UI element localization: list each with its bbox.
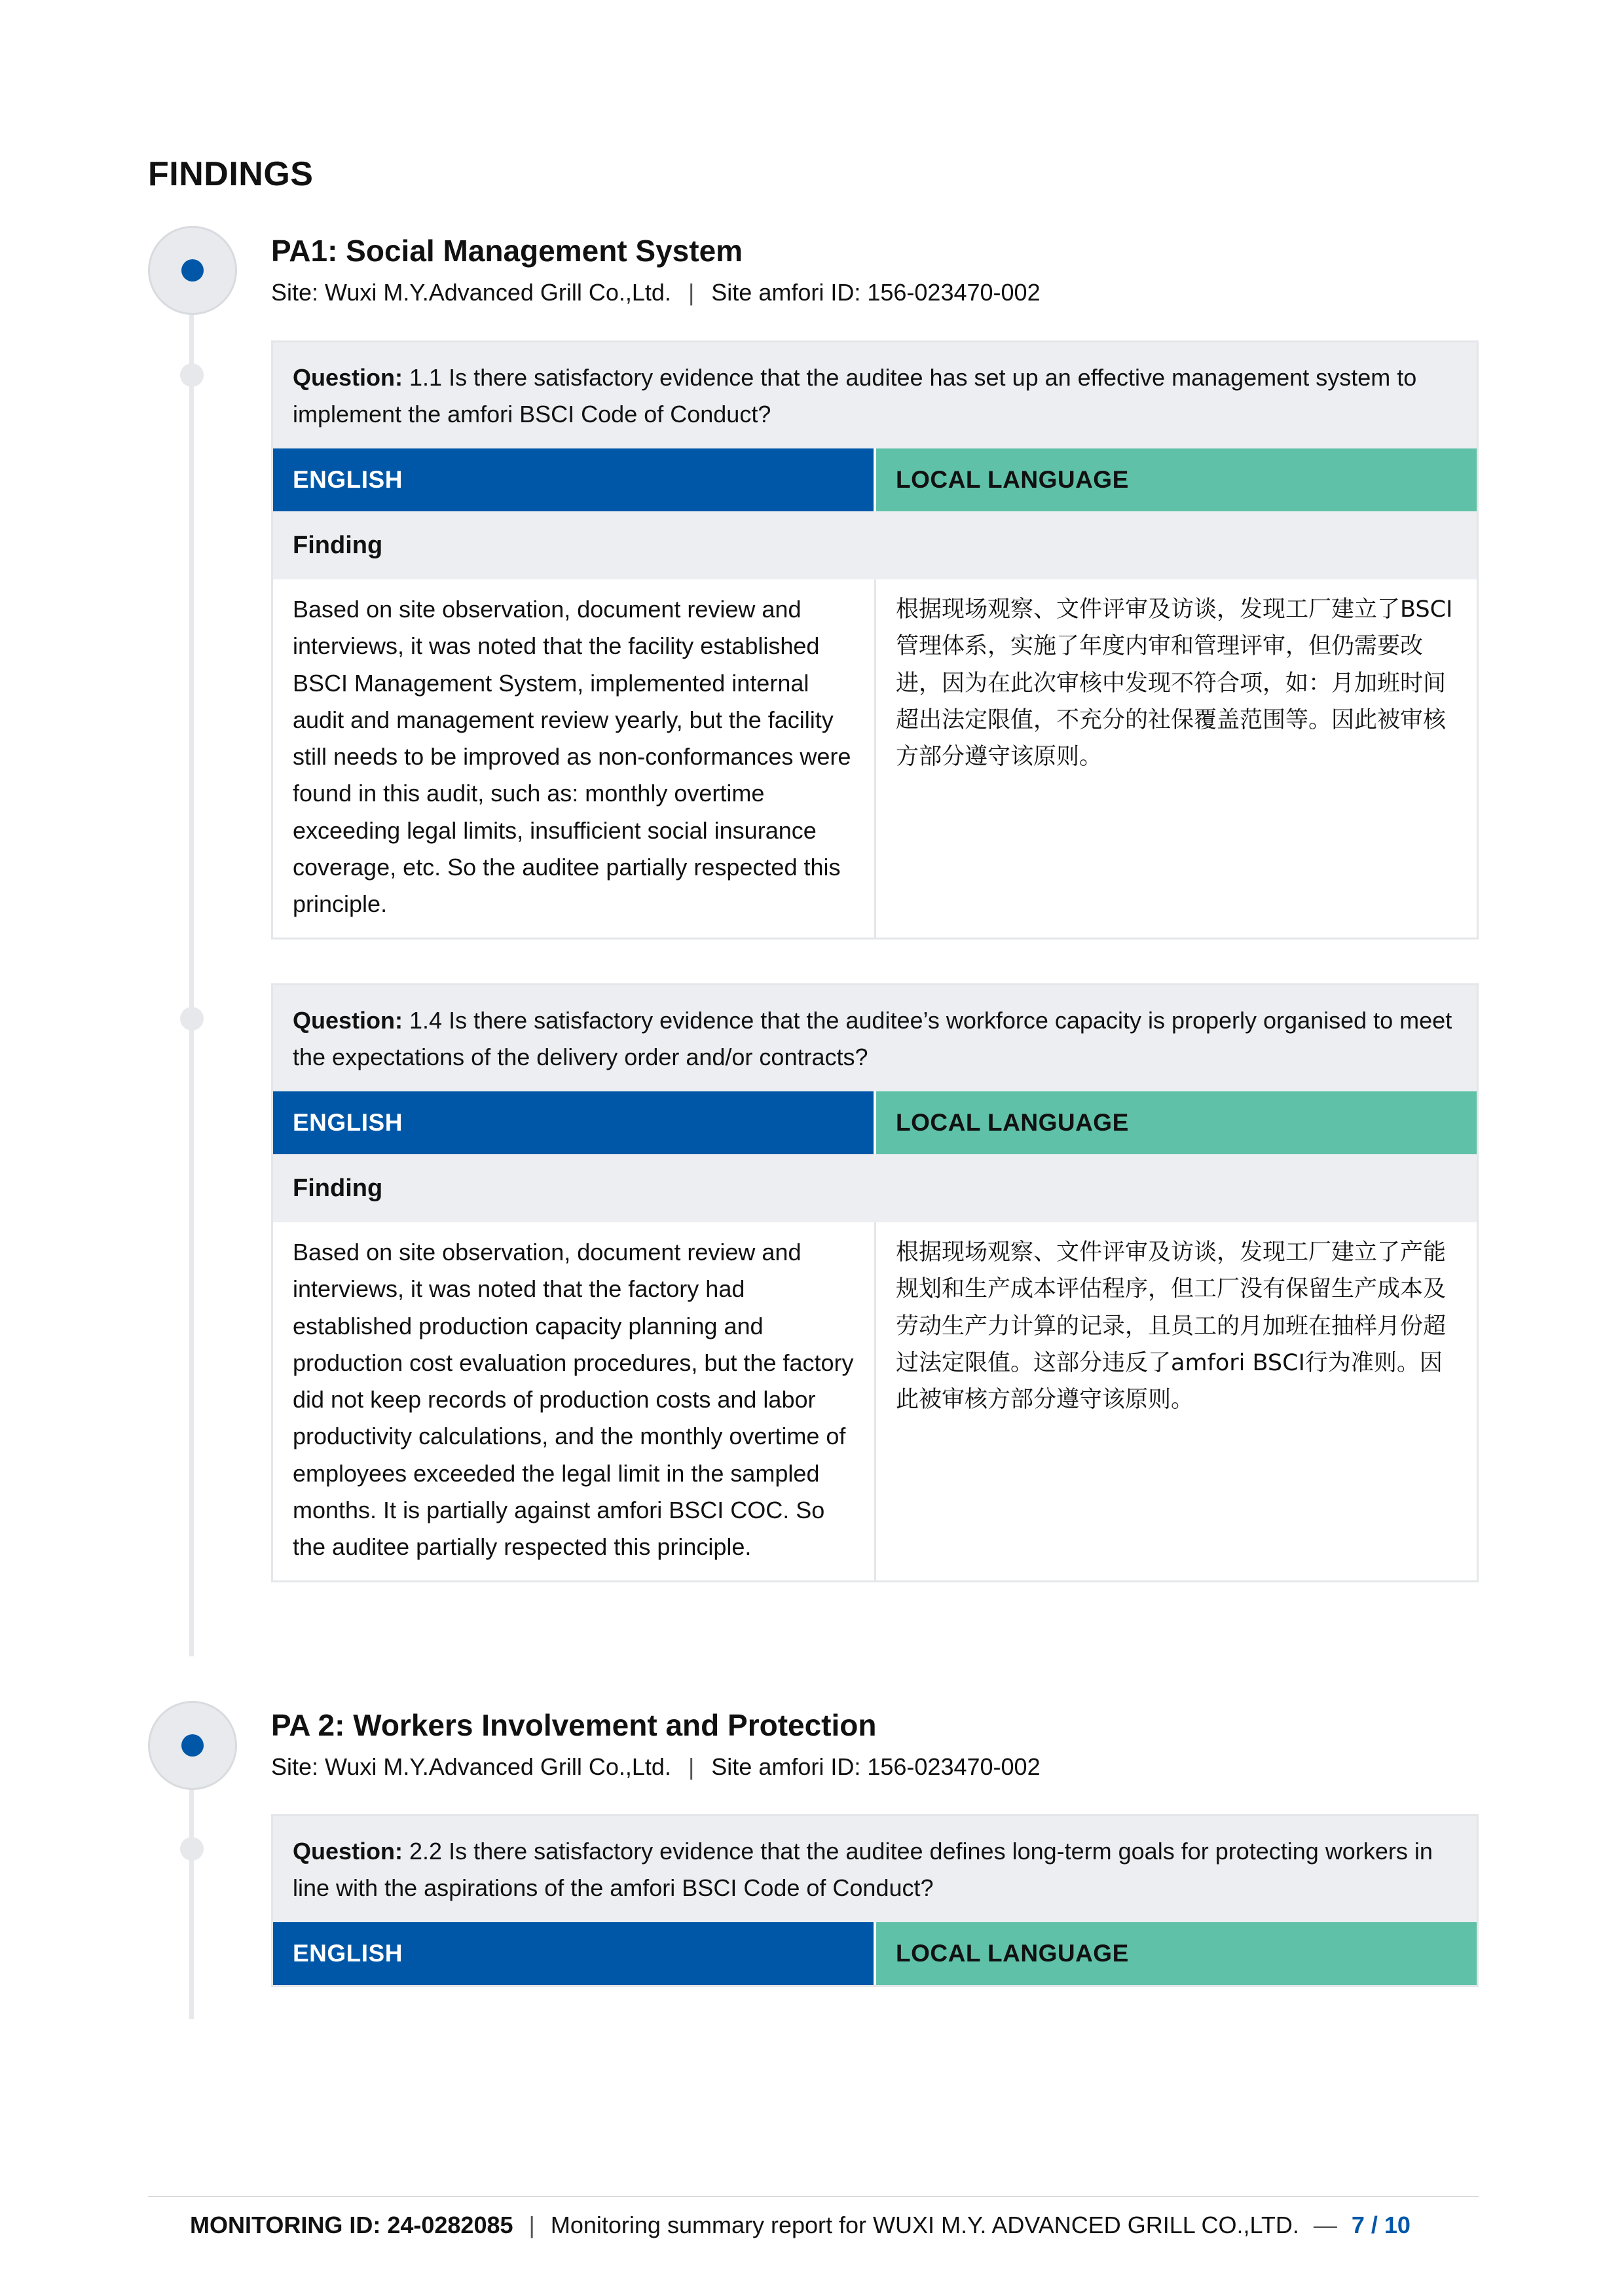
question-body: 2.2 Is there satisfactory evidence that the auditee defines long-term goals for protecting workers in line with the aspirations of the amfori BSCI Code of Conduct? (293, 1838, 1433, 1901)
footer-divider (148, 2196, 1479, 2197)
finding-english: Based on site observation, document review and interviews, it was noted that the factory had established production capacity planning and production cost evaluation procedures, but the factory did not keep records of production costs and labor productivity calculations, and the monthly overtime of employees exceeded the legal limit in the sampled months. It is partially against amfori BSCI COC. So the auditee partially respected this principle. (273, 1222, 876, 1580)
page-title: FINDINGS (148, 155, 314, 193)
question-block (271, 1814, 1479, 1987)
question-marker (180, 363, 204, 387)
local-language-header: LOCAL LANGUAGE (876, 1091, 1477, 1154)
question-label: Question: (293, 364, 403, 391)
question-block (271, 983, 1479, 1582)
site-id: Site amfori ID: 156-023470-002 (711, 1753, 1041, 1780)
section-marker (148, 226, 237, 315)
section-title: PA 2: Workers Involvement and Protection (271, 1708, 877, 1742)
question-marker (180, 1007, 204, 1030)
question-body: 1.1 Is there satisfactory evidence that the auditee has set up an effective management system to implement the amfori BSCI Code of Conduct? (293, 364, 1417, 428)
finding-content (273, 579, 1477, 938)
timeline-line (189, 308, 194, 1656)
section-site-info (271, 279, 1041, 306)
language-header (273, 1922, 1477, 1985)
local-language-header: LOCAL LANGUAGE (876, 448, 1477, 511)
question-label: Question: (293, 1838, 403, 1865)
marker-dot (181, 1734, 204, 1757)
section-title: PA1: Social Management System (271, 234, 743, 268)
marker-dot (181, 259, 204, 282)
question-text (273, 342, 1477, 448)
question-text (273, 985, 1477, 1091)
section-site-info (271, 1753, 1041, 1781)
page-footer (190, 2212, 1411, 2239)
footer-dash: — (1313, 2212, 1337, 2238)
question-text (273, 1816, 1477, 1922)
english-header: ENGLISH (273, 1922, 876, 1985)
site-name: Site: Wuxi M.Y.Advanced Grill Co.,Ltd. (271, 1753, 671, 1780)
report-title: Monitoring summary report for WUXI M.Y. ADVANCED GRILL CO.,LTD. (550, 2212, 1299, 2238)
footer-separator: | (528, 2212, 535, 2238)
finding-english: Based on site observation, document review and interviews, it was noted that the facility established BSCI Management System, implemented internal audit and management review yearly, but the facility still needs to be improved as non-conformances were found in this audit, such as: monthly overtime exceeding legal limits, insufficient social insurance coverage, etc. So the auditee partially respected this principle. (273, 579, 876, 938)
language-header (273, 448, 1477, 511)
question-block (271, 340, 1479, 939)
finding-local: 根据现场观察、文件评审及访谈，发现工厂建立了产能规划和生产成本评估程序，但工厂没有保留生产成本及劳动生产力计算的记录，且员工的月加班在抽样月份超过法定限值。这部分违反了amfori BSCI行为准则。因此被审核方部分遵守该原则。 (896, 1239, 1447, 1413)
finding-content (273, 1222, 1477, 1580)
finding-local: 根据现场观察、文件评审及访谈，发现工厂建立了BSCI管理体系，实施了年度内审和管理评审，但仍需要改进，因为在此次审核中发现不符合项，如：月加班时间超出法定限值，不充分的社保覆盖范围等。因此被审核方部分遵守该原则。 (896, 596, 1453, 771)
timeline-line (189, 1776, 194, 2019)
english-header: ENGLISH (273, 448, 876, 511)
separator: | (688, 1753, 695, 1780)
site-name: Site: Wuxi M.Y.Advanced Grill Co.,Ltd. (271, 279, 671, 306)
question-label: Question: (293, 1007, 403, 1034)
local-language-header: LOCAL LANGUAGE (876, 1922, 1477, 1985)
monitoring-id: MONITORING ID: 24-0282085 (190, 2212, 513, 2238)
english-header: ENGLISH (273, 1091, 876, 1154)
separator: | (688, 279, 695, 306)
page-number: 7 / 10 (1351, 2212, 1411, 2238)
site-id: Site amfori ID: 156-023470-002 (711, 279, 1041, 306)
finding-label: Finding (273, 511, 1477, 579)
question-body: 1.4 Is there satisfactory evidence that the auditee’s workforce capacity is properly organised to meet the expectations of the delivery order and/or contracts? (293, 1007, 1452, 1070)
language-header (273, 1091, 1477, 1154)
section-marker (148, 1701, 237, 1790)
finding-label: Finding (273, 1154, 1477, 1222)
question-marker (180, 1837, 204, 1861)
